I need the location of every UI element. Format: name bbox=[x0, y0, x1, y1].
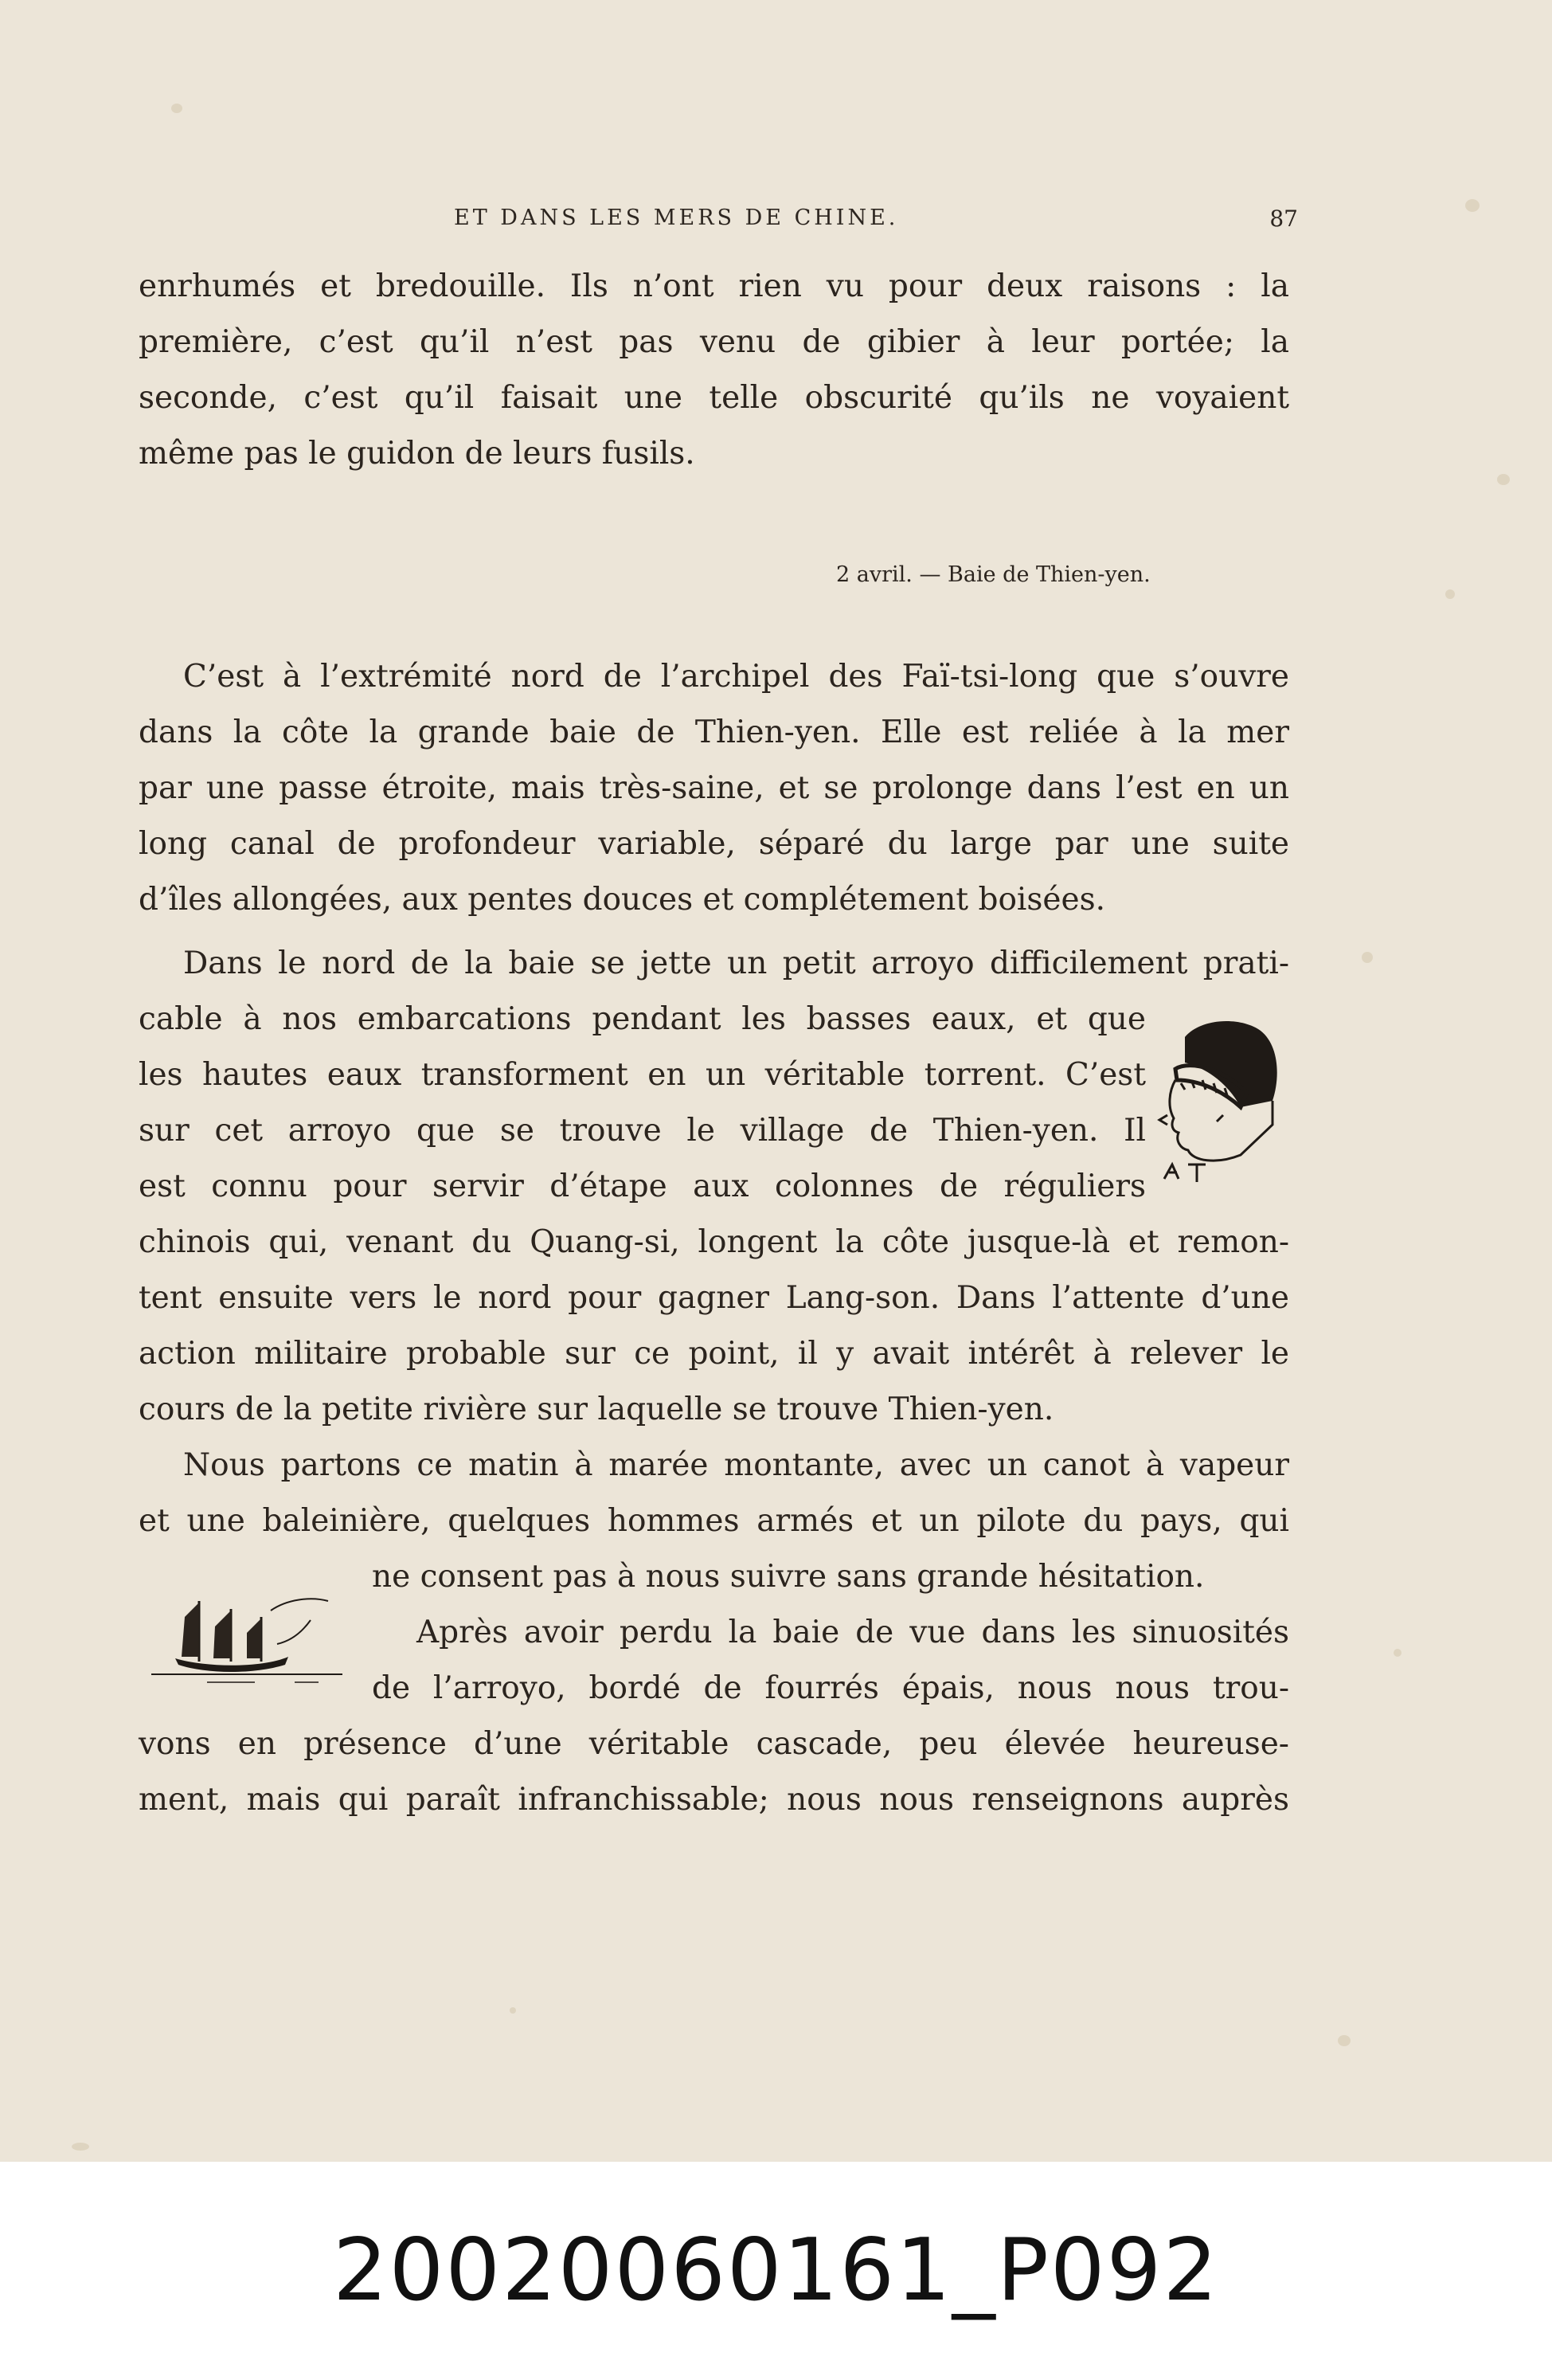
dateline: 2 avril. — Baie de Thien-yen. bbox=[836, 562, 1151, 587]
paper-speck bbox=[1362, 952, 1373, 963]
paragraph-2 bbox=[139, 649, 1289, 928]
text-line: les hautes eaux transforment en un véritable torrent. C’est bbox=[139, 1057, 1146, 1093]
paper-speck bbox=[72, 2143, 89, 2151]
paragraph-3-bottom bbox=[139, 1215, 1289, 1438]
paper-speck bbox=[1338, 2035, 1351, 2046]
text-line: long canal de profondeur variable, séparé du large par une suite bbox=[139, 826, 1289, 862]
paper-speck bbox=[1445, 589, 1455, 599]
text-line: chinois qui, venant du Quang-si, longent la côte jusque-là et remon- bbox=[139, 1224, 1289, 1260]
text-line: sur cet arroyo que se trouve le village de Thien-yen. Il bbox=[139, 1113, 1146, 1149]
paragraph-4-top bbox=[139, 1438, 1289, 1549]
running-title: ET DANS LES MERS DE CHINE. bbox=[454, 206, 899, 230]
text-line: C’est à l’extrémité nord de l’archipel des Faï-tsi-long que s’ouvre bbox=[183, 659, 1289, 695]
paragraph-3-wrapped bbox=[139, 992, 1146, 1215]
paper-speck bbox=[510, 2007, 516, 2014]
text-line: enrhumés et bredouille. Ils n’ont rien vu pour deux raisons : la bbox=[139, 268, 1289, 304]
text-line: ment, mais qui paraît infranchissable; nous nous renseignons auprès bbox=[139, 1782, 1289, 1818]
paragraph-1 bbox=[139, 259, 1289, 482]
text-line: dans la côte la grande baie de Thien-yen. Elle est reliée à la mer bbox=[139, 714, 1289, 750]
profile-head-icon bbox=[1153, 1013, 1284, 1192]
paper-speck bbox=[171, 104, 182, 113]
text-line: Nous partons ce matin à marée montante, avec un canot à vapeur bbox=[183, 1447, 1289, 1483]
text-line: seconde, c’est qu’il faisait une telle obscurité qu’ils ne voyaient bbox=[139, 380, 1289, 416]
running-head bbox=[135, 206, 1298, 237]
junk-sketch-illustration bbox=[151, 1585, 350, 1693]
text-line: Après avoir perdu la baie de vue dans les sinuosités bbox=[416, 1615, 1289, 1650]
paper-speck bbox=[1497, 474, 1510, 485]
text-line: cable à nos embarcations pendant les basses eaux, et que bbox=[139, 1001, 1146, 1037]
text-line: ne consent pas à nous suivre sans grande hésitation. bbox=[372, 1559, 1205, 1595]
paper-speck bbox=[1394, 1649, 1401, 1657]
text-line: tent ensuite vers le nord pour gagner Lang-son. Dans l’attente d’une bbox=[139, 1280, 1289, 1316]
sailing-junk-icon bbox=[151, 1585, 350, 1693]
text-line: est connu pour servir d’étape aux colonnes de réguliers bbox=[139, 1168, 1146, 1204]
paragraph-4-bottom bbox=[139, 1716, 1289, 1828]
text-line: première, c’est qu’il n’est pas venu de gibier à leur portée; la bbox=[139, 324, 1289, 360]
text-line: même pas le guidon de leurs fusils. bbox=[139, 436, 695, 472]
text-line: par une passe étroite, mais très-saine, et se prolonge dans l’est en un bbox=[139, 770, 1289, 806]
text-line: action militaire probable sur ce point, il y avait intérêt à relever le bbox=[139, 1336, 1289, 1372]
paragraph-3-top bbox=[139, 936, 1289, 992]
text-line: d’îles allongées, aux pentes douces et complétement boisées. bbox=[139, 882, 1105, 918]
text-line: de l’arroyo, bordé de fourrés épais, nous nous trou- bbox=[372, 1670, 1289, 1706]
page-number: 87 bbox=[1269, 206, 1298, 232]
catalog-caption-bar bbox=[0, 2162, 1552, 2380]
head-sketch-illustration bbox=[1153, 1013, 1284, 1192]
text-line: et une baleinière, quelques hommes armés et un pilote du pays, qui bbox=[139, 1503, 1289, 1539]
paper-speck bbox=[1465, 199, 1480, 212]
text-line: vons en présence d’une véritable cascade, peu élevée heureuse- bbox=[139, 1726, 1289, 1762]
text-line: Dans le nord de la baie se jette un petit arroyo difficilement prati- bbox=[183, 945, 1289, 981]
text-line: cours de la petite rivière sur laquelle se trouve Thien-yen. bbox=[139, 1392, 1054, 1427]
paragraph-4-wrapped bbox=[372, 1549, 1289, 1716]
catalog-number: 20020060161_P092 bbox=[332, 2221, 1220, 2320]
